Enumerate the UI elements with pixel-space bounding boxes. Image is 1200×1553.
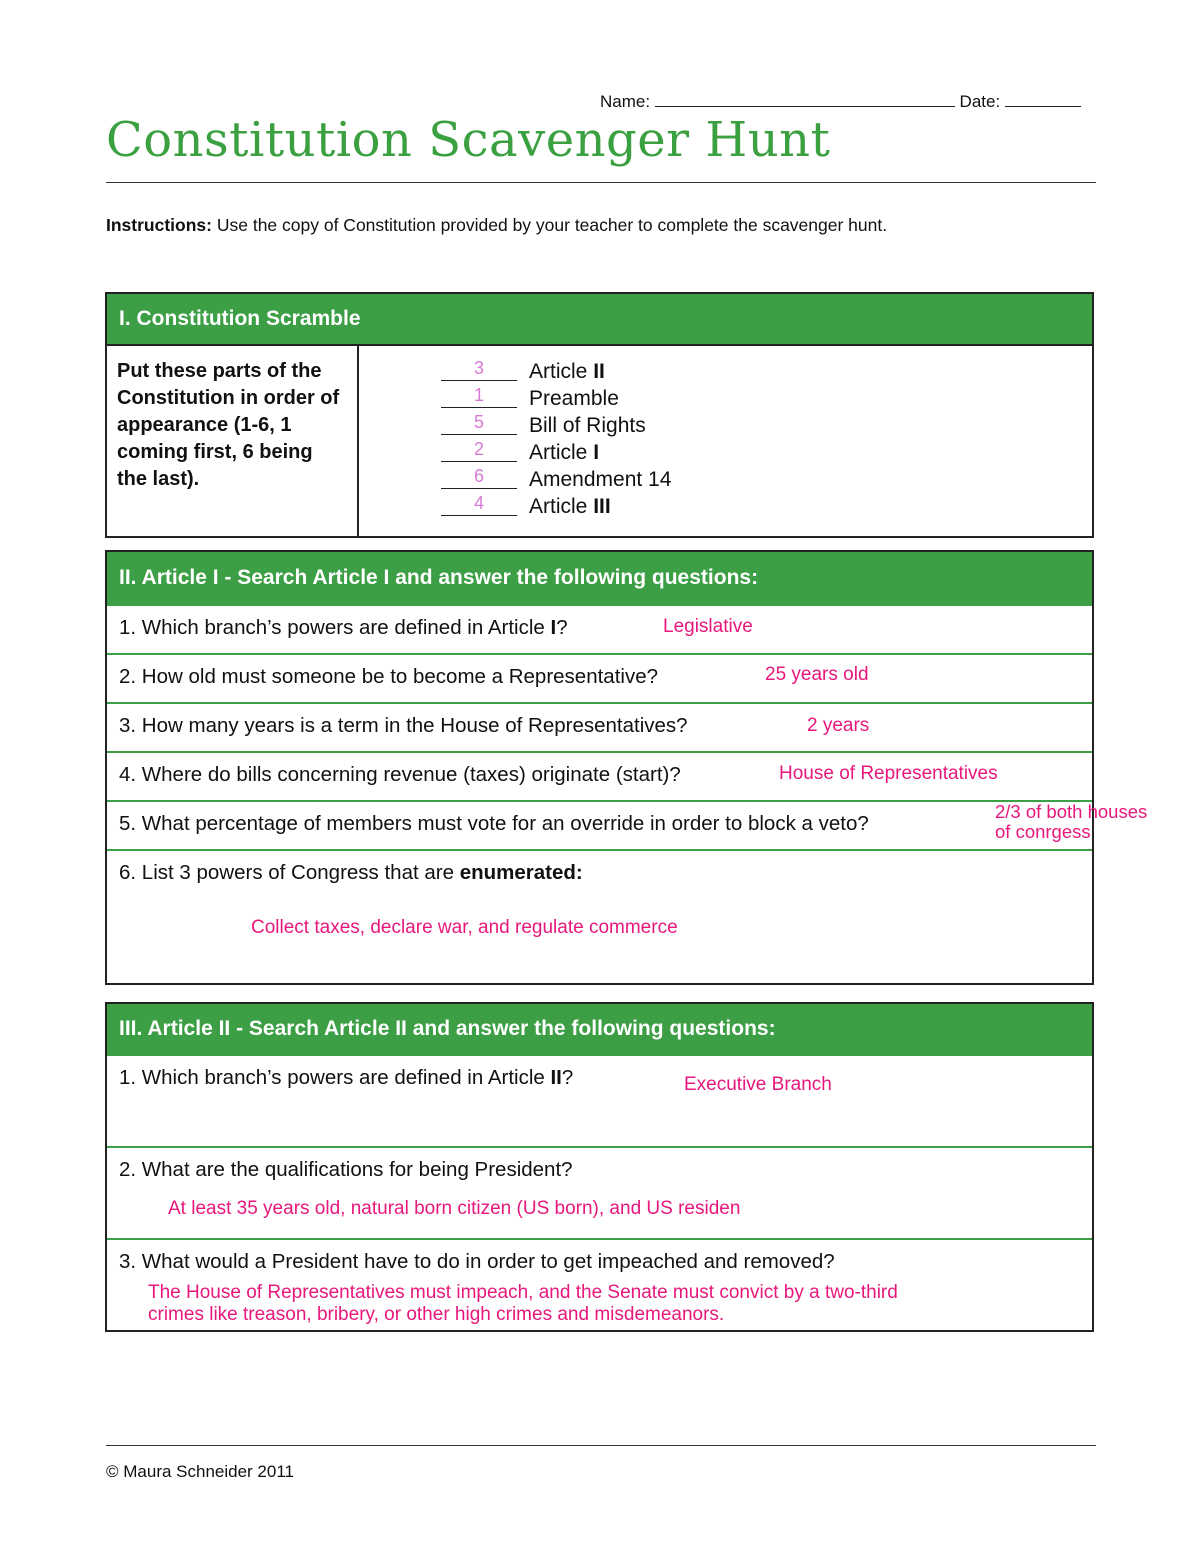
question-text: 2. How old must someone be to become a Representative? (119, 665, 658, 688)
footer-divider (106, 1445, 1096, 1446)
list-item: 3 Article II (441, 358, 671, 385)
answer-text[interactable]: Collect taxes, declare war, and regulate commerce (251, 917, 678, 938)
section-heading: I. Constitution Scramble (107, 294, 1092, 344)
question-row (107, 849, 1092, 983)
question-text: 1. Which branch’s powers are defined in Article I? (119, 616, 568, 639)
question-row (107, 751, 1092, 800)
answer-text[interactable]: House of Representatives (779, 763, 998, 784)
title-divider (106, 182, 1096, 183)
date-label: Date: (959, 92, 1001, 111)
order-blank[interactable]: 1 (441, 385, 517, 408)
question-text: 6. List 3 powers of Congress that are enumerated: (119, 861, 583, 884)
question-text: 2. What are the qualifications for being President? (119, 1158, 573, 1181)
date-field[interactable] (1005, 90, 1081, 107)
answer-text[interactable]: 25 years old (765, 664, 869, 685)
answer-text[interactable]: Legislative (663, 616, 753, 637)
instructions (106, 215, 887, 236)
scramble-prompt: Put these parts of the Constitution in order of appearance (1-6, 1 coming first, 6 being the last). (107, 346, 359, 536)
section-heading: III. Article II - Search Article II and answer the following questions: (107, 1004, 1092, 1054)
section-article-two (105, 1002, 1094, 1332)
question-text: 5. What percentage of members must vote for an override in order to block a veto? (119, 812, 869, 835)
scramble-list (441, 358, 671, 520)
list-item: 1 Preamble (441, 385, 671, 412)
order-blank[interactable]: 4 (441, 493, 517, 516)
answer-text[interactable]: 2/3 of both houses of conrgess (995, 801, 1148, 842)
question-row (107, 800, 1148, 849)
answer-text[interactable]: 2 years (807, 715, 870, 736)
section-constitution-scramble (105, 292, 1094, 538)
page-title: Constitution Scavenger Hunt (106, 112, 831, 168)
question-text: 3. What would a President have to do in order to get impeached and removed? (119, 1250, 835, 1273)
question-text: 3. How many years is a term in the House of Representatives? (119, 714, 688, 737)
list-item: 6 Amendment 14 (441, 466, 671, 493)
list-item: 2 Article I (441, 439, 671, 466)
list-item: 4 Article III (441, 493, 671, 520)
question-row (107, 1238, 1092, 1330)
list-item: 5 Bill of Rights (441, 412, 671, 439)
section-article-one (105, 550, 1148, 985)
order-blank[interactable]: 2 (441, 439, 517, 462)
question-row (107, 702, 1092, 751)
answer-text[interactable]: The House of Representatives must impeach, and the Senate must convict by a two-third crimes like treason, bribery, or other high crimes and misdemeanors. (148, 1282, 898, 1325)
answer-text[interactable]: At least 35 years old, natural born citizen (US born), and US residen (168, 1198, 741, 1219)
scramble-body (107, 344, 1092, 536)
section-heading: II. Article I - Search Article I and answer the following questions: (107, 552, 1092, 604)
name-field[interactable] (655, 90, 955, 107)
question-row (107, 1146, 1092, 1238)
question-text: 4. Where do bills concerning revenue (taxes) originate (start)? (119, 763, 681, 786)
question-text: 1. Which branch’s powers are defined in Article II? (119, 1066, 574, 1089)
name-label: Name: (600, 92, 651, 111)
instructions-label: Instructions: (106, 215, 212, 235)
name-date-line (600, 90, 1081, 112)
answer-text[interactable]: Executive Branch (684, 1074, 832, 1095)
question-row (107, 604, 1092, 653)
question-row (107, 653, 1092, 702)
order-blank[interactable]: 3 (441, 358, 517, 381)
instructions-text: Use the copy of Constitution provided by your teacher to complete the scavenger hunt. (211, 215, 888, 235)
order-blank[interactable]: 6 (441, 466, 517, 489)
question-row (107, 1054, 1092, 1146)
footer-copyright: © Maura Schneider 2011 (106, 1462, 294, 1481)
order-blank[interactable]: 5 (441, 412, 517, 435)
